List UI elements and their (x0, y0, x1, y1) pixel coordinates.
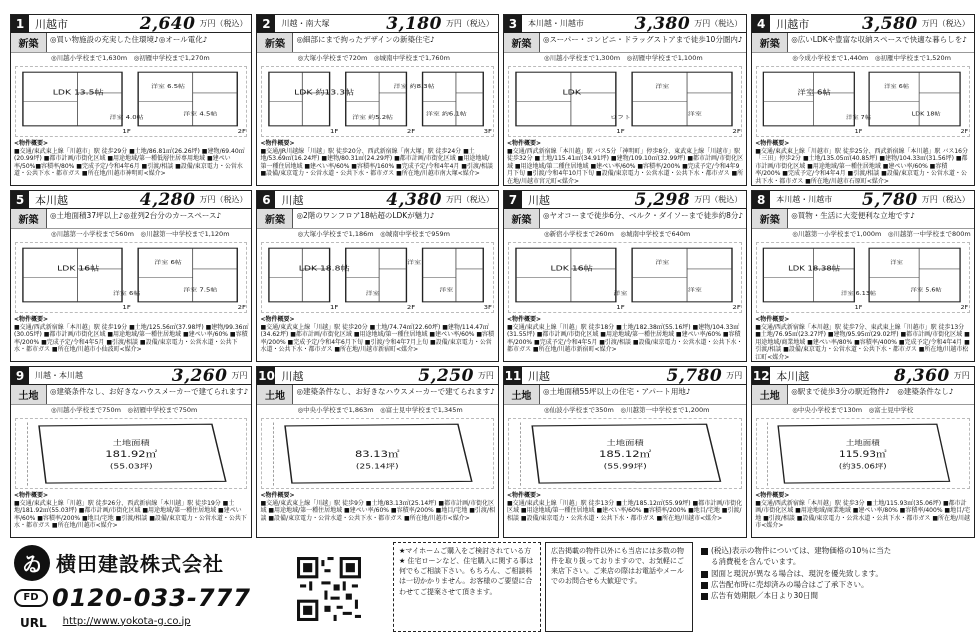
floor-outline (516, 72, 616, 126)
floor-outline (869, 248, 960, 302)
details-heading: <物件概要> (506, 316, 541, 323)
room-label: 洋室 (890, 259, 904, 266)
details-text: ■交通/東武東上線「川越」駅 徒歩9分 ■土地/83.13㎡(25.14坪) ■都市計画/市街化区域 ■用途地域/第一種住居地域 ■建ぺい率/60% ■容積率/200% ■地目/宅地 ■引渡/相談 ■設備/東京電力・公営水道・公共下水・都市ガス ■所在地/川越市<媒介> (260, 499, 495, 522)
room-label: LDK (562, 87, 581, 97)
land-area-sqm: 83.13㎡ (355, 450, 400, 460)
listing-header (11, 15, 251, 33)
listing-catchcopy: ◎2階のワンフロア18帖超のLDKが魅力♪ (296, 211, 435, 220)
listing-number: 6 (257, 191, 275, 209)
listing-location: 川越・南大塚 (281, 19, 330, 28)
listing-header (257, 367, 497, 385)
listing-header (752, 15, 974, 33)
listing-type-tag: 新築 (11, 209, 47, 228)
details-heading: <物件概要> (14, 492, 49, 499)
room-label: 洋室 5.6帖 (910, 287, 942, 294)
room-label: LDK 13.5帖 (52, 87, 104, 97)
listing-subheader (257, 33, 497, 53)
qr-block (269, 542, 389, 632)
floor-outline (869, 72, 960, 126)
listing-number: 4 (752, 15, 770, 33)
note-item (701, 545, 898, 568)
details-text: ■交通/東武東上線「川越」駅 徒歩20分 ■土地/74.74㎡(22.60坪) ■建物/114.47㎡(34.62坪) ■都市計画/市街化区域 ■用途地域/第一種住居地域 ■建ぺい率/60% ■容積率/200% ■完成予定/令和4年6月下旬 ■引渡/令和4年7月上旬 ■設備/東京電力・公営水道・公共下水・都市ガス ■所在地/川越市新宿町<媒介> (260, 323, 495, 353)
square-bullet-icon (701, 593, 708, 600)
company-url-link[interactable]: http://www.yokota-g.co.jp (62, 615, 191, 627)
listing-location: 川越 (527, 193, 550, 207)
floor-outline (138, 72, 237, 126)
listing-type-tag: 新築 (504, 33, 540, 52)
land-area-label: 土地面積 (112, 437, 150, 447)
listing-details (11, 315, 251, 361)
listing-subheader (504, 33, 746, 53)
listing-price: 3,260 (171, 365, 228, 386)
room-label: LDK 約13.3帖 (294, 87, 355, 97)
qr-code-icon[interactable] (297, 557, 361, 621)
phone-number[interactable]: 0120-033-777 (52, 583, 251, 612)
listing-subheader (257, 209, 497, 229)
floor-outline (632, 72, 732, 126)
listing-subheader (752, 385, 974, 405)
details-text: ■交通/JR川越線「川越」駅 徒歩20分、西武新宿線「南大塚」駅 徒歩24分 ■土地/53.69㎡(16.24坪) ■建物/80.31㎡(24.29坪) ■都市計画/市街化区域 ■用途地域/第一種住居地域 ■建ぺい率/60% ■容積率/160% ■完成予定/令和4年4月 ■引渡/相談 ■設備/東京電力・公営水道・公共下水・都市ガス ■所在地/川越市南大塚<媒介> (260, 147, 493, 177)
floor-plan-diagram (508, 66, 742, 137)
listing-details (504, 315, 746, 361)
price-unit: 万円（税込） (694, 195, 743, 204)
floor-label: 3F (484, 304, 493, 311)
listing-price: 4,380 (386, 189, 442, 210)
land-area-label: 土地面積 (846, 438, 880, 447)
price-unit: 万円 (726, 371, 743, 380)
floor-label: 3F (484, 128, 493, 135)
listing-type-tag: 土地 (752, 385, 788, 404)
listing-price: 5,780 (862, 189, 918, 210)
mortgage-notice: ★マイホームご購入をご検討されている方★ 住宅ローンなど、住宅購入に関する事は何でもご相談下さい。もちろん、ご相談料は一切かかりません。お客様のご要望に合わせてご提案させて頂きます。 (393, 542, 541, 632)
freedial-icon: FD (14, 589, 48, 607)
listing-catchcopy: ◎細部にまで拘ったデザインの新築住宅♪ (296, 35, 435, 44)
listing-number: 11 (504, 368, 522, 383)
land-plot-diagram (15, 418, 247, 489)
listing-card[interactable] (10, 14, 252, 186)
listing-card[interactable] (10, 190, 252, 362)
land-area-sqm: 181.92㎡ (105, 450, 158, 460)
land-area-tsubo: (55.99坪) (603, 461, 647, 470)
school-distance: ◎中央小学校まで1,863m ◎富士見中学校まで1,345m (297, 406, 463, 414)
listing-type-tag: 新築 (257, 33, 293, 52)
details-heading: <物件概要> (260, 316, 295, 323)
room-label: 洋室 6帖 (797, 88, 832, 97)
floor-plan-diagram (508, 242, 742, 313)
price-unit: 万円 (231, 371, 248, 380)
note-text: 広告有効期限／本日より30日間 (711, 591, 819, 600)
details-heading: <物件概要> (260, 492, 295, 499)
disclaimer-notes (697, 542, 902, 632)
room-label: 洋室 7.5帖 (183, 286, 218, 293)
listing-price: 2,640 (139, 13, 196, 34)
note-text: (税込)表示の物件については、建物価格の10％に当たる消費税を含んでいます。 (711, 546, 892, 567)
floor-label: 1F (330, 304, 339, 311)
school-distance: ◎川越小学校まで750m ◎初雁中学校まで750m (51, 406, 198, 414)
room-label: 洋室 (655, 259, 670, 266)
listing-subheader (504, 385, 746, 405)
floor-outline (516, 248, 616, 302)
listing-price: 4,280 (139, 189, 196, 210)
company-logo: ゐ (14, 545, 50, 581)
details-heading: <物件概要> (755, 316, 790, 323)
school-distance: ◎仙波小学校まで350m ◎川越第一中学校まで1,200m (543, 406, 710, 414)
listing-number: 10 (258, 368, 275, 383)
room-label: 洋室 (687, 287, 702, 293)
listing-header (504, 15, 746, 33)
land-area-tsubo: (25.14坪) (356, 461, 400, 470)
room-label: 洋室 (439, 286, 454, 293)
company-name: 横田建設株式会社 (56, 552, 224, 576)
floor-plan-diagram (15, 242, 247, 313)
listing-number: 8 (752, 191, 770, 209)
listing-header (257, 15, 497, 33)
school-distance: ◎中央小学校まで130m ◎富士見中学校 (792, 406, 914, 414)
listing-header (257, 191, 497, 209)
listing-catchcopy: ◎建築条件なし、お好きなハウスメーカーで建てられます♪ (296, 387, 495, 396)
details-text: ■交通/西武新宿線「本川越」駅 徒歩7分、東武東上線「川越市」駅 徒歩13分 ■土地/76.95㎡(23.27坪) ■建物/95.95㎡(29.02坪) ■都市計画/市街化区域 ■用途地域/商業地域 ■建ぺい率/80% ■容積率/400% ■完成予定/令和4年4月 ■引渡/相談 ■設備/東京電力・公営水道・公共下水・都市ガス ■所在地/川越市松江町<媒介> (755, 323, 970, 361)
floor-plan-diagram (15, 66, 247, 137)
floor-label: 1F (616, 304, 625, 311)
listing-header (504, 367, 746, 385)
company-block (10, 542, 265, 632)
listing-type-tag: 新築 (752, 33, 788, 52)
listing-subheader (752, 209, 974, 229)
listing-details (504, 139, 746, 185)
square-bullet-icon (701, 571, 708, 578)
room-label: ロフト (610, 114, 631, 121)
listing-type-tag: 新築 (11, 33, 47, 52)
floor-outline (138, 248, 237, 302)
floor-outline (632, 248, 732, 302)
room-label: 洋室 約5.2帖 (352, 114, 394, 121)
listing-location: 本川越 (35, 193, 68, 207)
listing-subheader (11, 385, 251, 405)
listing-grid (10, 13, 971, 538)
square-bullet-icon (701, 582, 708, 589)
land-plot-diagram (508, 418, 742, 489)
listing-details (257, 139, 497, 185)
listing-card[interactable] (256, 14, 498, 186)
floor-label: 2F (237, 128, 247, 135)
room-label: 洋室 4.5帖 (183, 110, 218, 117)
room-label: LDK 18.8帖 (299, 263, 351, 273)
floor-label: 1F (616, 128, 625, 135)
floor-plan-diagram (756, 66, 970, 137)
listing-details (257, 491, 497, 537)
listing-header (11, 191, 251, 209)
listing-number: 2 (257, 15, 275, 33)
listing-location: 川越 (281, 193, 304, 207)
room-label: 洋室 6帖 (884, 83, 910, 90)
details-heading: <物件概要> (14, 140, 49, 147)
listing-price: 5,250 (418, 365, 474, 386)
land-area-label: 土地面積 (606, 437, 644, 447)
room-label: 洋室 4.0帖 (109, 114, 144, 121)
listing-price: 5,298 (634, 189, 691, 210)
price-unit: 万円（税込） (445, 19, 494, 28)
school-distance: ◎川越小学校まで1,630m ◎初雁中学校まで1,270m (51, 54, 210, 62)
room-label: 洋室 6.13帖 (841, 291, 877, 297)
land-area-tsubo: (約35.06坪) (839, 461, 887, 470)
listing-catchcopy: ◎駅まで徒歩3分の駅近物件♪ ◎建築条件なし♪ (791, 387, 954, 396)
listing-subheader (11, 209, 251, 229)
listing-catchcopy: ◎広いLDKや豊富な収納スペースで快適な暮らしを♪ (791, 35, 968, 44)
listing-card[interactable] (256, 366, 498, 538)
details-text: ■交通/東武東上線「川越市」駅 徒歩25分、西武新宿線「本川越」駅 バス16分「三田」停歩2分 ■土地/135.05㎡(40.85坪) ■建物/104.33㎡(31.56坪) ■都市計画/市街化区域 ■用途地域/第一種住居地域 ■建ぺい率/60% ■容積率/200% ■完成予定/令和4年4月 ■引渡/相談 ■設備/東京電力・公営水道・公共下水・都市ガス ■所在地/川越市石原町<媒介> (755, 147, 968, 185)
listing-details (752, 139, 974, 185)
listing-location: 本川越・川越市 (527, 19, 584, 28)
room-label: 洋室 6帖 (112, 290, 141, 297)
school-distance: ◎川越第一小学校まで1,000m ◎川越第一中学校まで800m (792, 230, 971, 238)
listing-location: 川越市 (35, 17, 68, 31)
listing-catchcopy: ◎ヤオコーまで徒歩6分、ベルク・ダイソーまで徒歩約8分♪ (542, 211, 744, 220)
details-text: ■交通/西武新宿線「本川越」駅 徒歩19分 ■土地/125.56㎡(37.98坪) ■建物/99.36㎡(30.05坪) ■都市計画/市街化区域 ■用途地域/第一種住居地域 ■建ぺい率/60% ■容積率/200% ■完成予定/令和4年5月 ■引渡/相談 ■設備/東京電力・公営水道・公共下水・都市ガス ■所在地/川越市小仙波町<媒介> (14, 323, 249, 353)
room-label: 洋室 約6.1帖 (426, 110, 468, 117)
ad-notice: 広告掲載の物件以外にも当店には多数の物件を取り扱っておりますので、お気軽にご来店下さい。ご来店の際はお電話やメールでのお問合せも大歓迎です。 (545, 542, 693, 632)
floor-label: 2F (237, 304, 247, 311)
floor-label: 2F (732, 128, 741, 135)
listing-catchcopy: ◎スーパー・コンビニ・ドラッグストアまで徒歩10分圏内♪ (542, 35, 743, 44)
details-heading: <物件概要> (260, 140, 295, 147)
floor-outline (23, 72, 122, 126)
listing-subheader (504, 209, 746, 229)
listing-catchcopy: ◎土地面積37坪以上♪◎並列2台分のカースペース♪ (50, 211, 222, 220)
room-label: 洋室 約8.3帖 (394, 83, 435, 90)
room-label: 洋室 6帖 (154, 259, 182, 266)
land-plot-diagram (261, 418, 493, 489)
room-label: 洋室 (613, 290, 628, 297)
listing-details (11, 139, 251, 185)
floor-outline (269, 248, 330, 302)
floor-plan-diagram (261, 66, 493, 137)
price-unit: 万円（税込） (199, 19, 248, 28)
floor-label: 2F (407, 304, 416, 311)
listing-details (257, 315, 497, 361)
listing-number: 3 (504, 15, 522, 33)
listing-type-tag: 新築 (257, 209, 293, 228)
listing-number: 9 (11, 367, 29, 385)
school-distance: ◎大塚小学校まで720m ◎城南中学校まで1,760m (297, 54, 450, 62)
url-label: URL (20, 615, 47, 630)
listing-card[interactable] (256, 190, 498, 362)
listing-catchcopy: ◎建築条件なし、お好きなハウスメーカーで建てられます♪ (50, 387, 249, 396)
listing-type-tag: 土地 (11, 385, 47, 404)
listing-details (11, 491, 251, 537)
land-area-sqm: 185.12㎡ (598, 449, 652, 460)
listing-card[interactable] (503, 14, 747, 186)
floor-label: 2F (960, 304, 969, 311)
note-item (701, 568, 898, 579)
land-area-sqm: 115.93㎡ (839, 449, 887, 460)
room-label: LDK 16帖 (550, 263, 593, 273)
floor-outline (764, 72, 855, 126)
details-heading: <物件概要> (755, 492, 790, 499)
listing-type-tag: 土地 (257, 385, 293, 404)
note-text: 図面と現況が異なる場合は、現況を優先致します。 (711, 568, 883, 578)
school-distance: ◎大塚小学校まで1,186m ◎城南中学校まで959m (297, 230, 450, 238)
details-text: ■交通/東武東上線「川越」駅 徒歩26分、西武新宿線「本川越」駅 徒歩19分 ■土地/181.92㎡(55.03坪) ■都市計画/市街化区域 ■用途地域/第一種住居地域 ■建ぺい率/60% ■容積率/200% ■地目/宅地 ■引渡/相談 ■設備/東京電力・公営水道・公共下水・都市ガス ■所在地/川越市<媒介> (14, 499, 247, 529)
floor-label: 1F (330, 128, 339, 135)
listing-header (504, 191, 746, 209)
floor-plan-diagram (756, 242, 970, 313)
details-heading: <物件概要> (506, 140, 541, 147)
details-text: ■交通/東武東上線「川越市」駅 徒歩29分 ■土地/86.81㎡(26.26坪) ■建物/69.40㎡(20.99坪) ■都市計画/市街化区域 ■用途地域/第一種低層住居専用地域 ■建ぺい率/50%■容積率/80% ■完成予定/令和4年6月 ■引渡/相談 ■設備/東京電力・公営水道・公共下水・都市ガス ■所在地/川越市神明町<媒介> (14, 147, 245, 177)
listing-subheader (257, 385, 497, 405)
listing-subheader (752, 33, 974, 53)
listing-details (504, 491, 746, 537)
school-distance: ◎川越小学校まで1,300m ◎初雁中学校まで1,100m (543, 54, 703, 62)
price-unit: 万円（税込） (445, 195, 494, 204)
details-text: ■交通/東武東上線「川越」駅 徒歩13分 ■土地/185.12㎡(55.99坪) ■都市計画/市街化区域 ■用途地域/第一種住居地域 ■建ぺい率/60% ■容積率/200% ■地目/宅地 ■引渡/相談 ■設備/東京電力・公営水道・公共下水・都市ガス ■所在地/川越市<媒介> (506, 499, 743, 522)
floor-outline (269, 72, 330, 126)
listing-details (752, 491, 974, 537)
price-unit: 万円（税込） (921, 195, 970, 204)
price-unit: 万円 (477, 371, 494, 380)
floor-label: 1F (122, 128, 131, 135)
listing-card[interactable] (503, 190, 747, 362)
listing-location: 川越 (281, 369, 304, 383)
details-text: ■交通/西武新宿線「本川越」駅 バス5分「神明町」停歩8分、東武東上線「川越市」駅 徒歩32分 ■土地/115.41㎡(34.91坪) ■建物/109.10㎡(32.99坪) ■都市計画/市街化区域 ■用途地域/第二種住居地域 ■建ぺい率/60% ■容積率/200% ■完成予定/令和4年9月下旬 ■引渡/令和4年10月下旬 ■設備/東京電力・公営水道・公共下水・都市ガス ■所在地/川越市宮元町<媒介> (506, 147, 744, 185)
room-label: 洋室 (655, 83, 670, 90)
floor-label: 1F (854, 304, 863, 311)
listing-type-tag: 新築 (504, 209, 540, 228)
details-heading: <物件概要> (506, 492, 541, 499)
floor-label: 2F (960, 128, 969, 135)
land-area-tsubo: (55.03坪) (109, 461, 153, 470)
listing-location: 本川越 (776, 369, 810, 383)
price-unit: 万円（税込） (199, 195, 248, 204)
room-label: 洋室 (687, 111, 702, 117)
listing-location: 本川越・川越市 (776, 195, 833, 204)
note-text: 広告配布時に売却済みの場合はご了承下さい。 (711, 579, 869, 589)
listing-number: 12 (752, 368, 770, 383)
note-item (701, 579, 898, 590)
listing-card[interactable] (503, 366, 747, 538)
footer (10, 542, 890, 632)
listing-details (752, 315, 974, 361)
listing-number: 1 (11, 15, 29, 33)
floor-plan-diagram (261, 242, 493, 313)
listing-card[interactable] (751, 190, 975, 362)
listing-subheader (11, 33, 251, 53)
listing-price: 3,380 (634, 13, 691, 34)
floor-label: 1F (122, 304, 131, 311)
floor-outline (23, 248, 122, 302)
room-label: LDK 16帖 (57, 263, 100, 273)
listing-header (752, 367, 974, 385)
listing-card[interactable] (751, 14, 975, 186)
details-heading: <物件概要> (755, 140, 790, 147)
listing-number: 7 (504, 191, 522, 209)
room-label: 洋室 (407, 259, 422, 266)
land-plot-diagram (756, 418, 970, 489)
room-label: LDK 18帖 (911, 111, 941, 118)
listing-price: 5,780 (666, 365, 723, 386)
floor-outline (423, 72, 484, 126)
listing-location: 川越・本川越 (35, 371, 83, 380)
listing-price: 8,360 (894, 365, 950, 386)
school-distance: ◎川越第一小学校まで560m ◎川越第一中学校まで1,120m (51, 230, 230, 238)
room-label: 洋室 7帖 (846, 115, 872, 121)
details-heading: <物件概要> (14, 316, 49, 323)
listing-price: 3,580 (862, 13, 918, 34)
listing-header (752, 191, 974, 209)
price-unit: 万円（税込） (694, 19, 743, 28)
listing-price: 3,180 (386, 13, 442, 34)
floor-label: 2F (732, 304, 741, 311)
room-label: 洋室 (366, 290, 381, 297)
price-unit: 万円 (953, 371, 970, 380)
listing-card[interactable] (10, 366, 252, 538)
listing-type-tag: 新築 (752, 209, 788, 228)
details-text: ■交通/東武東上線「川越」駅 徒歩18分 ■土地/182.38㎡(55.16坪) ■建物/104.33㎡(31.55坪) ■都市計画/市街化区域 ■用途地域/第一種住居地域 ■建ぺい率/60% ■容積率/200% ■完成予定/令和4年5月 ■引渡/相談 ■設備/東京電力・公営水道・公共下水・都市ガス ■所在地/川越市新宿町<媒介> (506, 323, 743, 353)
floor-label: 1F (854, 128, 863, 135)
school-distance: ◎新宿小学校まで260m ◎城南中学校まで640m (543, 230, 691, 238)
listing-location: 川越市 (776, 17, 810, 31)
listing-catchcopy: ◎土地面積55坪以上の住宅・アパート用地♪ (542, 387, 691, 396)
room-label: 洋室 6.5帖 (151, 83, 186, 90)
square-bullet-icon (701, 548, 708, 555)
room-label: LDK 18.38帖 (788, 264, 841, 273)
listing-type-tag: 土地 (504, 385, 540, 404)
listing-location: 川越 (527, 369, 550, 383)
listing-catchcopy: ◎買い物施設の充実した住環境♪◎オール電化♪ (50, 35, 208, 44)
listing-card[interactable] (751, 366, 975, 538)
listing-header (11, 367, 251, 385)
listing-number: 5 (11, 191, 29, 209)
floor-outline (423, 248, 484, 302)
listing-catchcopy: ◎買物・生活に大変便利な立地です♪ (791, 211, 916, 220)
floor-label: 2F (407, 128, 416, 135)
details-text: ■交通/西武新宿線「本川越」駅 徒歩3分 ■土地/115.93㎡(35.06坪) ■都市計画/市街化区域 ■用途地域/商業地域 ■建ぺい率/80% ■容積率/400% ■地目/宅地 ■引渡/相談 ■設備/東京電力・公営水道・公共下水・都市ガス ■所在地/川越市<媒介> (755, 499, 971, 529)
price-unit: 万円（税込） (921, 19, 970, 28)
school-distance: ◎今成小学校まで1,440m ◎初雁中学校まで1,520m (792, 54, 951, 62)
note-item (701, 590, 898, 601)
